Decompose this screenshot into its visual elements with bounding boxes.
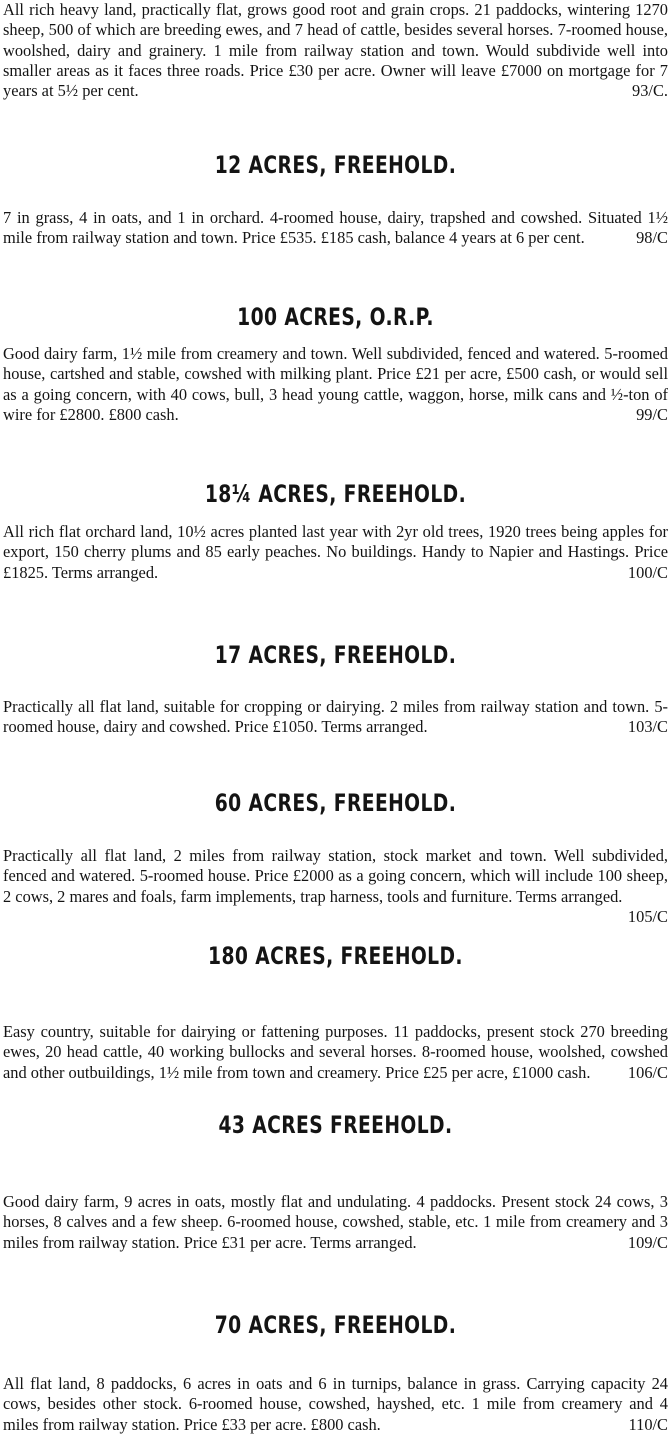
listing-reference: 99/C <box>636 404 668 424</box>
listing-109c <box>3 1192 668 1253</box>
listing-description: Easy country, suitable for dairying or fattening purposes. 11 paddocks, present stock 270 breeding ewes, 20 head cattle, 40 working bullocks and several horses. 8-roomed house, woolshed, cowshed and other outbuildings, 1½ mile from town and creamery. Price £25 per acre, £1000 cash. 106/C <box>3 1022 668 1082</box>
listing-description: All flat land, 8 paddocks, 6 acres in oats and 6 in turnips, balance in grass. Carrying capacity 24 cows, besides other stock. 6-roomed house, cowshed, hayshed, etc. 1 mile from creamery and 4 miles from railway station. Price £33 per acre. £800 cash. 110/C <box>3 1374 668 1434</box>
listing-93c <box>3 0 668 101</box>
listing-reference: 100/C <box>627 562 668 582</box>
listing-106c <box>3 1022 668 1083</box>
listing-description: All rich flat orchard land, 10½ acres planted last year with 2yr old trees, 1920 trees being apples for export, 150 cherry plums and 85 early peaches. No buildings. Handy to Napier and Hastings. Price £1825. Terms arranged. 100/C <box>3 522 668 582</box>
listing-description: Practically all flat land, 2 miles from railway station, stock market and town. Well subdivided, fenced and watered. 5-roomed house. Price £2000 as a going concern, which will include 100 sheep, 2 cows, 2 mares and foals, farm implements, trap harness, tools and furniture. Terms arranged. 105/C <box>3 846 668 926</box>
listing-reference: 93/C. <box>632 81 668 101</box>
listing-98c <box>3 208 668 249</box>
listing-reference: 106/C <box>627 1062 668 1082</box>
listing-heading-17-acres: 17 ACRES, FREEHOLD. <box>214 641 457 669</box>
listing-heading-180-acres: 180 ACRES, FREEHOLD. <box>208 942 463 970</box>
listing-reference: 109/C <box>627 1232 668 1252</box>
listing-description: 7 in grass, 4 in oats, and 1 in orchard. 4-roomed house, dairy, trapshed and cowshed. Situated 1½ mile from railway station and town. Price £535. £185 cash, balance 4 years at 6 per cent. 98/C <box>3 208 668 248</box>
listing-105c <box>3 846 668 927</box>
listing-reference: 105/C <box>627 906 668 926</box>
listing-heading-60-acres: 60 ACRES, FREEHOLD. <box>214 789 457 817</box>
listing-99c <box>3 344 668 425</box>
listing-heading-12-acres: 12 ACRES, FREEHOLD. <box>214 151 457 179</box>
listing-description: Good dairy farm, 1½ mile from creamery and town. Well subdivided, fenced and watered. 5-roomed house, cartshed and stable, cowshed with milking plant. Price £21 per acre, £500 cash, or would sell as a going concern, with 40 cows, bull, 3 head young cattle, waggon, horse, milk cans and ½-ton of wire for £2800. £800 cash. 99/C <box>3 344 668 424</box>
listing-description: All rich heavy land, practically flat, grows good root and grain crops. 21 paddocks, wintering 1270 sheep, 500 of which are breeding ewes, and 7 head of cattle, besides several horses. 7-roomed house, woolshed, dairy and grainery. 1 mile from railway station and town. Would subdivide well into smaller areas as it faces three roads. Price £30 per acre. Owner will leave £7000 on mortgage for 7 years at 5½ per cent. 93/C. <box>3 0 668 101</box>
listing-reference: 98/C <box>636 228 668 248</box>
listing-heading-70-acres: 70 ACRES, FREEHOLD. <box>214 1311 457 1339</box>
listing-description: Good dairy farm, 9 acres in oats, mostly flat and undulating. 4 paddocks. Present stock 24 cows, 3 horses, 8 calves and a few sheep. 6-roomed house, cowshed, stable, etc. 1 mile from creamery and 3 miles from railway station. Price £31 per acre. Terms arranged. 109/C <box>3 1192 668 1252</box>
listing-103c <box>3 697 668 738</box>
listing-reference: 110/C <box>628 1414 668 1434</box>
listing-heading-100-acres: 100 ACRES, O.R.P. <box>237 303 434 331</box>
listing-heading-18-acres: 18¼ ACRES, FREEHOLD. <box>204 480 467 508</box>
listing-110c <box>3 1374 668 1435</box>
listing-100c <box>3 522 668 583</box>
listing-heading-43-acres: 43 ACRES FREEHOLD. <box>218 1111 453 1139</box>
listing-reference: 103/C <box>627 717 668 737</box>
listing-description: Practically all flat land, suitable for cropping or dairying. 2 miles from railway station and town. 5-roomed house, dairy and cowshed. Price £1050. Terms arranged. 103/C <box>3 697 668 737</box>
